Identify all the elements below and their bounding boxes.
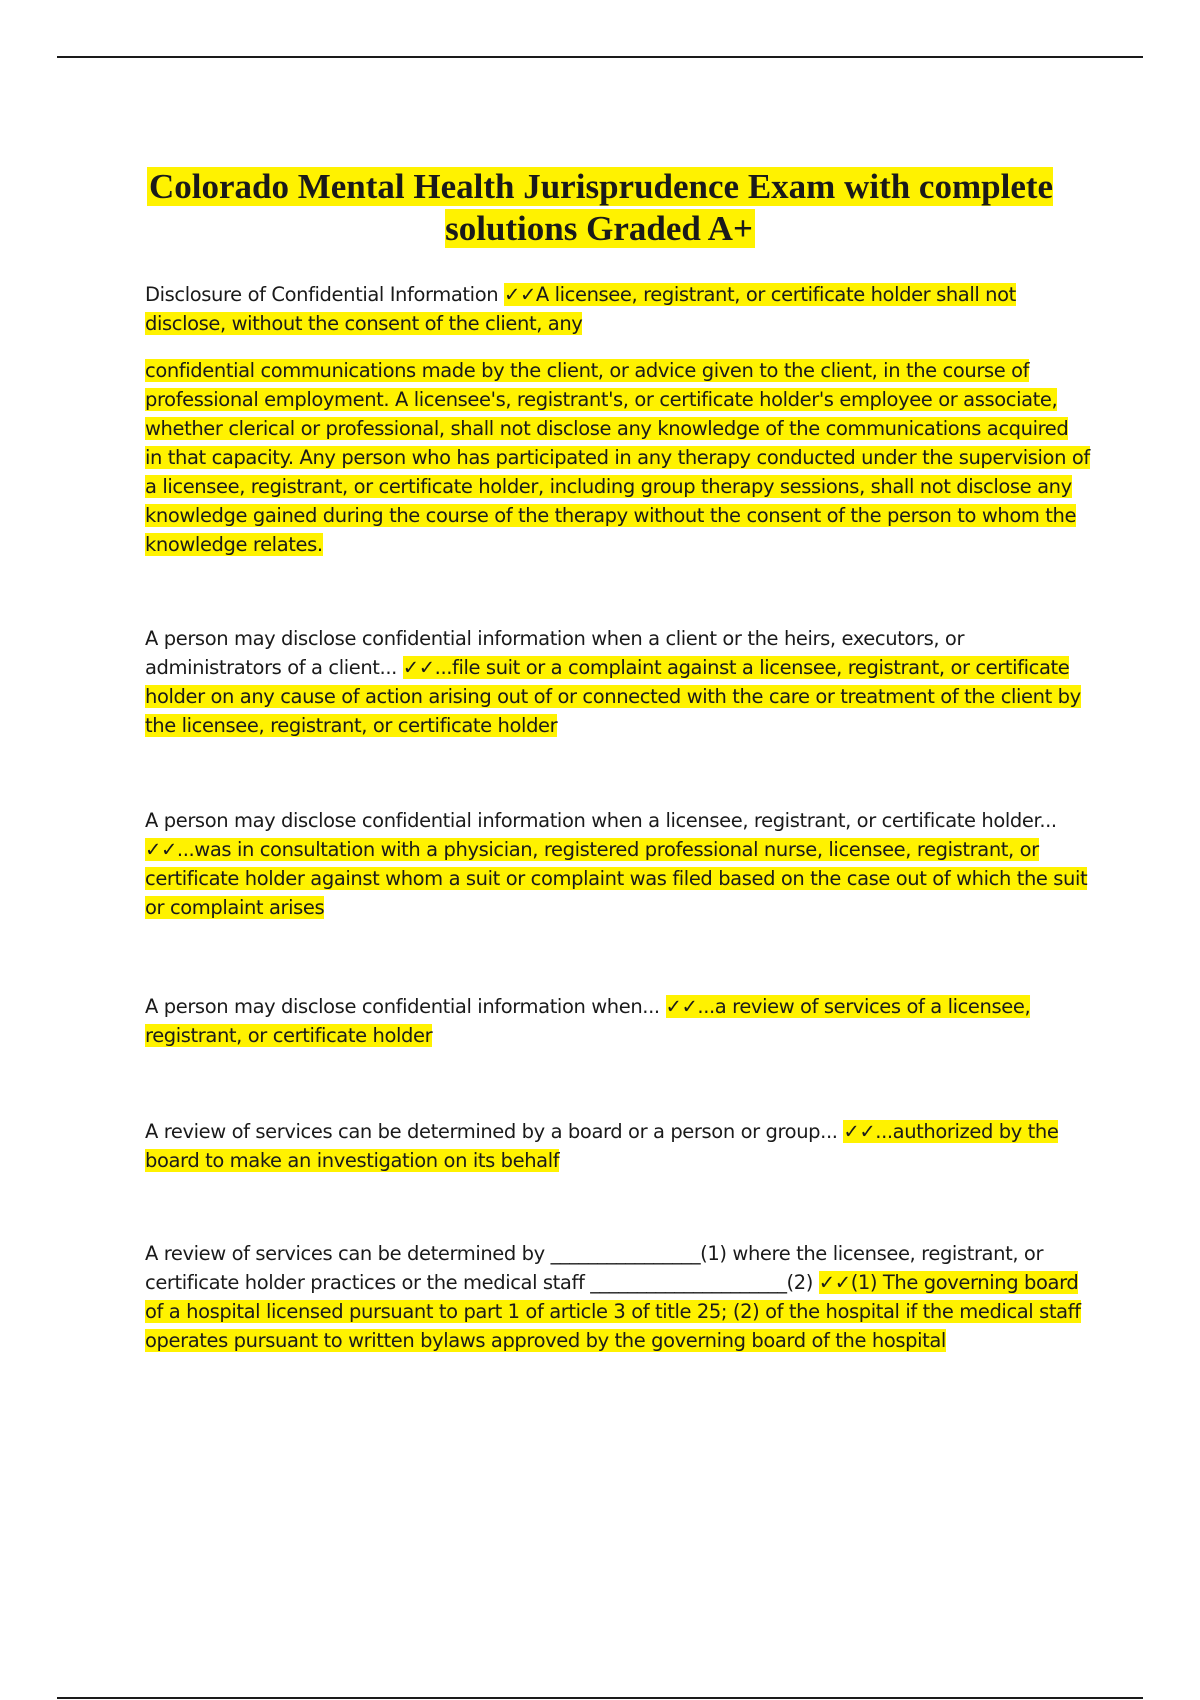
card-3 [145,806,1090,922]
check-mark-icon: ✓✓ [818,1271,851,1294]
check-mark-icon: ✓✓ [843,1120,876,1143]
check-mark-icon: ✓✓ [665,995,698,1018]
card-1 [145,280,1090,338]
card-6 [145,1239,1090,1355]
card-3-answer: ...was in consultation with a physician, registered professional nurse, licensee, registrant, or certificate holder against whom a suit or complaint was filed based on the case out of which the suit or complaint arises [145,838,1088,919]
card-5-question: A review of services can be determined by a board or a person or group... [145,1120,838,1143]
check-mark-icon: ✓✓ [504,283,536,306]
card-6-question: A review of services can be determined by ________________(1) where the licensee, registrant, or certificate holder practices or the medical staff _____________________(2) [145,1242,1044,1294]
card-6-answer: (1) The governing board of a hospital licensed pursuant to part 1 of article 3 of title 25; (2) of the hospital if the medical staff operates pursuant to written bylaws approved by the governing board of the hospital [145,1271,1081,1352]
top-rule [57,56,1143,58]
check-mark-icon: ✓✓ [402,656,435,679]
card-5-answer: ...authorized by the board to make an investigation on its behalf [145,1120,1059,1172]
card-2-question: A person may disclose confidential information when a client or the heirs, executors, or administrators of a client... [145,627,965,679]
card-3-question: A person may disclose confidential information when a licensee, registrant, or certificate holder... [145,809,1057,832]
card-2-answer: ...file suit or a complaint against a licensee, registrant, or certificate holder on any cause of action arising out of or connected with the care or treatment of the client by the licensee, registrant, or certificate holder [145,656,1081,737]
card-4-answer: ...a review of services of a licensee, registrant, or certificate holder [145,995,1031,1047]
card-1-answer-continued: confidential communications made by the client, or advice given to the client, in the course of professional employment. A licensee's, registrant's, or certificate holder's employee or associate, whether clerical or professional, shall not disclose any knowledge of the communications acquired in that capacity. Any person who has participated in any therapy conducted under the supervision of a licensee, registrant, or certificate holder, including group therapy sessions, shall not disclose any knowledge gained during the course of the therapy without the consent of the person to whom the knowledge relates. [145,359,1090,556]
check-mark-icon: ✓✓ [145,838,177,861]
document-title [140,166,1060,250]
card-2 [145,624,1090,740]
card-1-continued [145,356,1090,559]
title-highlight: Colorado Mental Health Jurisprudence Exam with complete solutions Graded A+ [148,167,1054,249]
card-1-question: Disclosure of Confidential Information [145,283,499,306]
bottom-rule [57,1697,1143,1699]
card-1-answer: A licensee, registrant, or certificate holder shall not disclose, without the consent of the client, any [145,283,1016,335]
card-4 [145,992,1090,1050]
card-4-question: A person may disclose confidential information when... [145,995,660,1018]
card-5 [145,1117,1090,1175]
